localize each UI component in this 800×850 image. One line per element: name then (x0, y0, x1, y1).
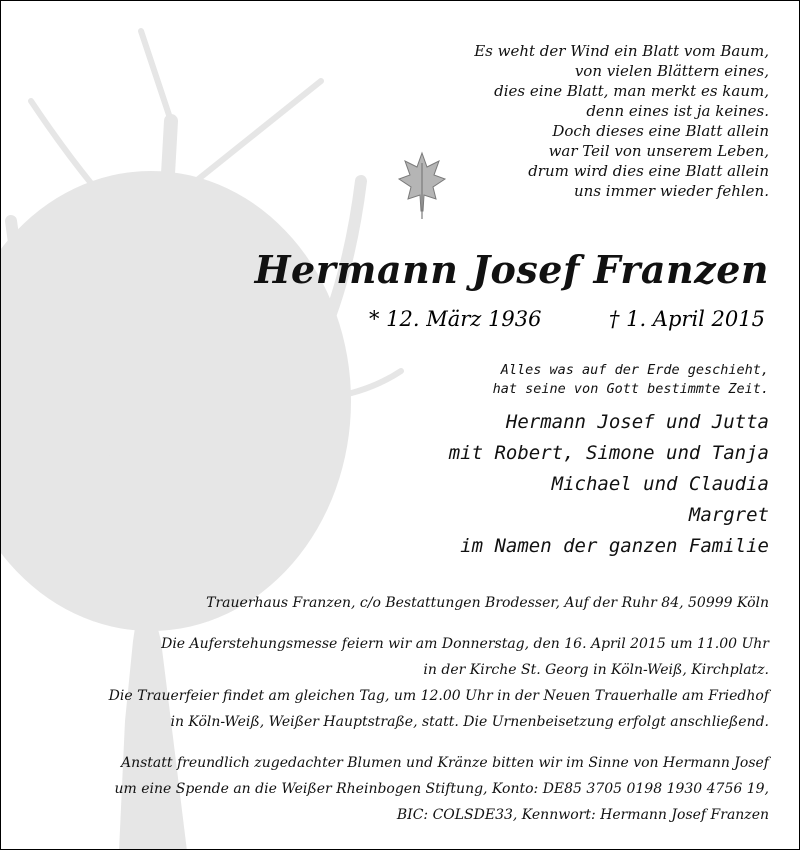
bible-verse (409, 361, 769, 399)
deceased-name: Hermann Josef Franzen (254, 247, 769, 292)
poem-line: Es weht der Wind ein Blatt vom Baum, (474, 42, 769, 60)
poem-line: dies eine Blatt, man merkt es kaum, (494, 82, 769, 100)
poem-line: war Teil von unserem Leben, (548, 142, 769, 160)
poem-line: drum wird dies eine Blatt allein (528, 162, 769, 180)
maple-leaf-icon (397, 149, 447, 221)
donation-line: Anstatt freundlich zugedachter Blumen und Kränze bitten wir im Sinne von Hermann Josef (120, 755, 769, 771)
mourners-list (369, 407, 769, 562)
info-line: in Köln-Weiß, Weißer Hauptstraße, statt. Die Urnenbeisetzung erfolgt anschließend. (170, 714, 769, 730)
donation-request (0, 750, 769, 828)
mourner-line: Margret (688, 504, 769, 526)
birth-date: * 12. März 1936 (369, 307, 542, 331)
poem-line: denn eines ist ja keines. (586, 102, 769, 120)
verse-line: Alles was auf der Erde geschieht, (500, 362, 769, 378)
mourner-line: Michael und Claudia (551, 473, 769, 495)
info-line: Die Auferstehungsmesse feiern wir am Donnerstag, den 16. April 2015 um 11.00 Uhr (161, 636, 769, 652)
life-dates (301, 305, 765, 333)
donation-line: um eine Spende an die Weißer Rheinbogen Stiftung, Konto: DE85 3705 0198 1930 4756 19, (114, 781, 769, 797)
mourning-house-address: Trauerhaus Franzen, c/o Bestattungen Brodesser, Auf der Ruhr 84, 50999 Köln (206, 595, 769, 611)
info-line: in der Kirche St. Georg in Köln-Weiß, Kirchplatz. (423, 662, 769, 678)
verse-line: hat seine von Gott bestimmte Zeit. (492, 381, 769, 397)
mourner-line: im Namen der ganzen Familie (460, 535, 769, 557)
poem-line: uns immer wieder fehlen. (574, 182, 769, 200)
service-info (9, 631, 769, 735)
poem-line: Doch dieses eine Blatt allein (552, 122, 769, 140)
donation-line: BIC: COLSDE33, Kennwort: Hermann Josef Franzen (396, 807, 769, 823)
death-date: † 1. April 2015 (608, 307, 765, 331)
mourner-line: mit Robert, Simone und Tanja (448, 442, 769, 464)
info-line: Die Trauerfeier findet am gleichen Tag, um 12.00 Uhr in der Neuen Trauerhalle am Friedhof (108, 688, 769, 704)
poem-line: von vielen Blättern eines, (574, 62, 769, 80)
mourner-line: Hermann Josef und Jutta (505, 411, 769, 433)
